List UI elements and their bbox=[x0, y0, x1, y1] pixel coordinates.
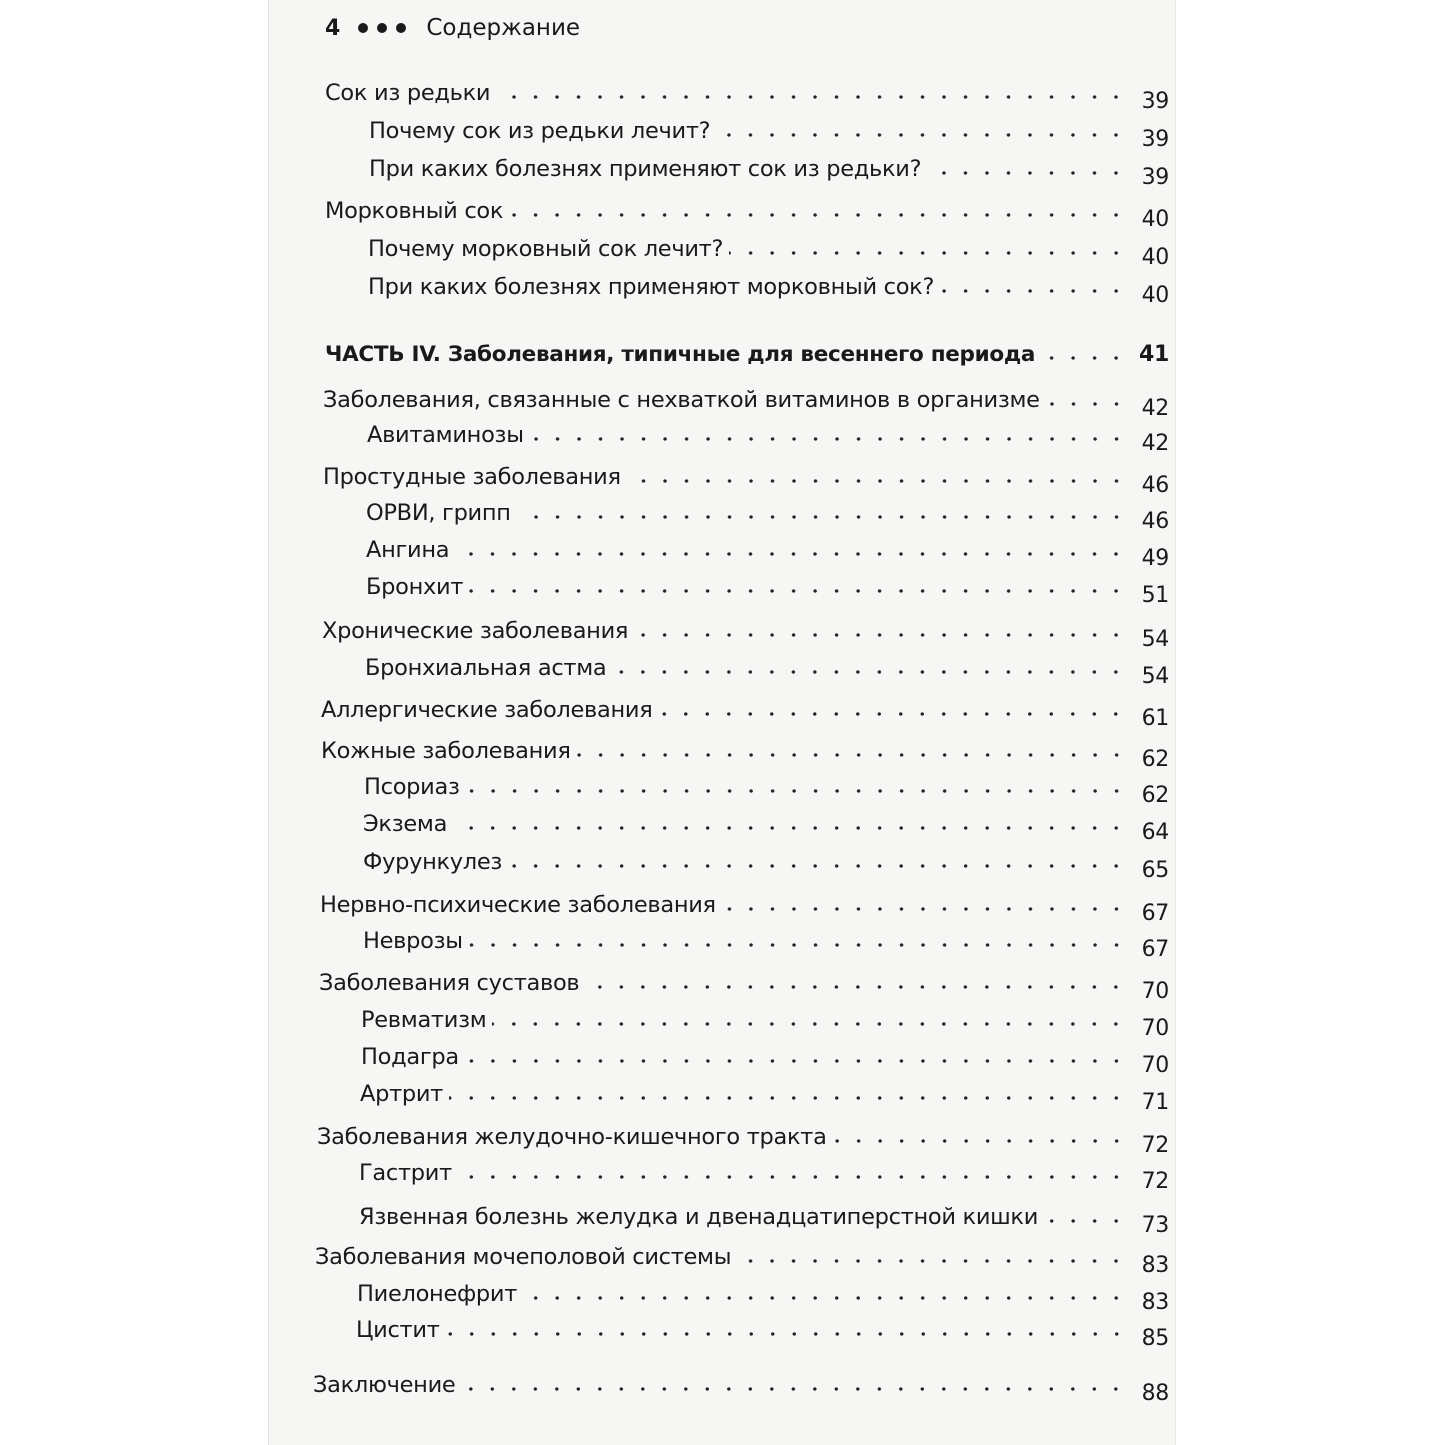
toc-entry-page: 42 bbox=[1141, 431, 1169, 456]
dot-leader bbox=[658, 712, 1127, 716]
dot-leader bbox=[729, 251, 1127, 255]
dot-leader bbox=[453, 826, 1127, 830]
dot-leader bbox=[577, 753, 1127, 757]
dot-leader bbox=[496, 95, 1127, 99]
dot-leader bbox=[469, 589, 1127, 593]
toc-entry-label: Заболевания мочеполовой системы bbox=[315, 1244, 732, 1270]
dot-leader bbox=[1046, 402, 1127, 406]
toc-entry-label: Псориаз bbox=[364, 774, 460, 800]
toc-entry-subsection[interactable] bbox=[361, 999, 1169, 1041]
toc-entry-label: Заболевания, связанные с нехваткой витаминов в организме bbox=[323, 387, 1040, 413]
page-header bbox=[325, 8, 580, 48]
toc-entry-label: Заболевания желудочно-кишечного тракта bbox=[317, 1124, 827, 1150]
toc-entry-label: Почему морковный сок лечит? bbox=[368, 236, 724, 262]
dot-leader bbox=[466, 789, 1127, 793]
dot-leader bbox=[469, 943, 1127, 947]
toc-entry-page: 46 bbox=[1141, 509, 1169, 534]
dot-leader bbox=[458, 1175, 1127, 1179]
dot-leader bbox=[634, 633, 1127, 637]
toc-entry-section[interactable] bbox=[315, 1236, 1169, 1278]
toc-entry-page: 49 bbox=[1141, 546, 1169, 571]
toc-entry-subsection[interactable] bbox=[363, 803, 1169, 845]
toc-entry-page: 65 bbox=[1141, 858, 1169, 883]
toc-entry-section[interactable] bbox=[325, 72, 1169, 114]
toc-entry-page: 70 bbox=[1141, 979, 1169, 1004]
page-number: 4 bbox=[325, 15, 341, 41]
toc-entry-label: Цистит bbox=[356, 1317, 440, 1343]
toc-entry-page: 41 bbox=[1138, 342, 1169, 367]
toc-entry-section[interactable] bbox=[323, 379, 1169, 421]
toc-entry-label: Хронические заболевания bbox=[322, 618, 629, 644]
toc-entry-page: 42 bbox=[1141, 396, 1169, 421]
toc-entry-subsection[interactable] bbox=[365, 647, 1169, 689]
toc-entry-section[interactable] bbox=[313, 1364, 1169, 1406]
toc-entry-subsection[interactable] bbox=[364, 766, 1169, 808]
dot-leader bbox=[940, 289, 1127, 293]
toc-entry-label: Ревматизм bbox=[361, 1007, 487, 1033]
dot-leader bbox=[530, 437, 1127, 441]
dot-leader bbox=[455, 552, 1127, 556]
dot-leader bbox=[449, 1096, 1127, 1100]
toc-entry-label: Нервно-психические заболевания bbox=[320, 892, 716, 918]
toc-entry-label: ОРВИ, грипп bbox=[366, 500, 511, 526]
toc-entry-part[interactable] bbox=[325, 333, 1169, 367]
toc-entry-page: 62 bbox=[1141, 747, 1169, 772]
dot-leader bbox=[627, 479, 1127, 483]
dot-leader bbox=[612, 670, 1127, 674]
toc-entry-label: Морковный сок bbox=[325, 198, 504, 224]
dot-leader bbox=[492, 1022, 1127, 1026]
toc-entry-label: Артрит bbox=[360, 1081, 443, 1107]
toc-entry-subsection[interactable] bbox=[363, 920, 1169, 962]
dot-leader bbox=[461, 1387, 1127, 1391]
toc-entry-section[interactable] bbox=[325, 190, 1169, 232]
dot-leader bbox=[716, 133, 1127, 137]
toc-entry-page: 54 bbox=[1141, 627, 1169, 652]
toc-entry-section[interactable] bbox=[323, 456, 1169, 498]
dot-leader bbox=[523, 1296, 1127, 1300]
toc-entry-section[interactable] bbox=[320, 884, 1169, 926]
running-title: Содержание bbox=[426, 15, 581, 41]
bullet-dot bbox=[377, 23, 387, 33]
toc-entry-page: 64 bbox=[1141, 820, 1169, 845]
toc-entry-page: 67 bbox=[1141, 901, 1169, 926]
toc-entry-section[interactable] bbox=[321, 689, 1169, 731]
toc-entry-page: 85 bbox=[1141, 1326, 1169, 1351]
toc-entry-page: 71 bbox=[1141, 1090, 1169, 1115]
toc-entry-page: 70 bbox=[1141, 1016, 1169, 1041]
toc-entry-label: Простудные заболевания bbox=[323, 464, 621, 490]
toc-entry-subsection[interactable] bbox=[366, 566, 1169, 608]
toc-entry-label: Авитаминозы bbox=[367, 422, 524, 448]
toc-entry-page: 40 bbox=[1141, 245, 1169, 270]
dot-leader bbox=[722, 907, 1127, 911]
bullet-dot bbox=[358, 23, 368, 33]
toc-entry-page: 67 bbox=[1141, 937, 1169, 962]
toc-entry-subsection[interactable] bbox=[369, 110, 1169, 152]
toc-entry-subsection[interactable] bbox=[363, 841, 1169, 883]
toc-entry-label: Неврозы bbox=[363, 928, 463, 954]
toc-entry-section[interactable] bbox=[317, 1116, 1169, 1158]
toc-entry-page: 83 bbox=[1141, 1253, 1169, 1278]
toc-entry-page: 51 bbox=[1141, 583, 1169, 608]
toc-entry-subsection[interactable] bbox=[367, 414, 1169, 456]
toc-entry-page: 39 bbox=[1141, 89, 1169, 114]
dot-leader bbox=[737, 1259, 1127, 1263]
toc-entry-label: Ангина bbox=[366, 537, 450, 563]
toc-entry-page: 46 bbox=[1141, 473, 1169, 498]
toc-entry-page: 83 bbox=[1141, 1290, 1169, 1315]
toc-entry-section[interactable] bbox=[321, 730, 1169, 772]
dot-leader bbox=[508, 864, 1127, 868]
toc-entry-label: При каких болезнях применяют морковный сок? bbox=[368, 274, 935, 300]
toc-entry-label: Сок из редьки bbox=[325, 80, 491, 106]
toc-entry-page: 40 bbox=[1141, 283, 1169, 308]
dot-leader bbox=[585, 985, 1127, 989]
toc-entry-page: 54 bbox=[1141, 664, 1169, 689]
toc-entry-subsection[interactable] bbox=[359, 1196, 1169, 1238]
toc-entry-subsection[interactable] bbox=[359, 1152, 1169, 1194]
toc-entry-label: Кожные заболевания bbox=[321, 738, 571, 764]
dot-leader bbox=[465, 1059, 1127, 1063]
toc-entry-page: 40 bbox=[1141, 207, 1169, 232]
toc-entry-label: Бронхит bbox=[366, 574, 464, 600]
toc-entry-page: 70 bbox=[1141, 1053, 1169, 1078]
dot-leader bbox=[1041, 356, 1127, 360]
toc-entry-label: Подагра bbox=[361, 1044, 459, 1070]
toc-entry-section[interactable] bbox=[319, 962, 1169, 1004]
toc-entry-subsection[interactable] bbox=[357, 1273, 1169, 1315]
dot-leader bbox=[1044, 1219, 1127, 1223]
toc-entry-label: Бронхиальная астма bbox=[365, 655, 607, 681]
bullet-dot bbox=[396, 23, 406, 33]
dot-leader bbox=[927, 171, 1127, 175]
dot-leader bbox=[446, 1332, 1128, 1336]
toc-entry-subsection[interactable] bbox=[368, 228, 1169, 270]
toc-entry-subsection[interactable] bbox=[361, 1036, 1169, 1078]
toc-entry-subsection[interactable] bbox=[366, 492, 1169, 534]
toc-entry-page: 62 bbox=[1141, 783, 1169, 808]
toc-entry-page: 61 bbox=[1141, 706, 1169, 731]
toc-entry-label: Заключение bbox=[313, 1372, 456, 1398]
toc-entry-page: 39 bbox=[1141, 127, 1169, 152]
toc-entry-page: 72 bbox=[1141, 1169, 1169, 1194]
toc-entry-label: При каких болезнях применяют сок из редьки? bbox=[369, 156, 922, 182]
dot-leader bbox=[833, 1139, 1127, 1143]
toc-entry-label: Фурункулез bbox=[363, 849, 503, 875]
toc-entry-label: Гастрит bbox=[359, 1160, 452, 1186]
toc-entry-label: Заболевания суставов bbox=[319, 970, 580, 996]
toc-entry-label: Экзема bbox=[363, 811, 448, 837]
toc-entry-label: ЧАСТЬ IV. Заболевания, типичные для весеннего периода bbox=[325, 342, 1036, 367]
header-ornament bbox=[358, 23, 406, 33]
toc-entry-subsection[interactable] bbox=[369, 148, 1169, 190]
toc-entry-subsection[interactable] bbox=[360, 1073, 1169, 1115]
dot-leader bbox=[509, 213, 1127, 217]
toc-entry-label: Аллергические заболевания bbox=[321, 697, 653, 723]
toc-entry-page: 88 bbox=[1141, 1381, 1169, 1406]
toc-entry-label: Язвенная болезнь желудка и двенадцатиперстной кишки bbox=[359, 1204, 1039, 1230]
toc-entry-subsection[interactable] bbox=[356, 1309, 1169, 1351]
toc-entry-label: Почему сок из редьки лечит? bbox=[369, 118, 711, 144]
toc-entry-page: 72 bbox=[1141, 1133, 1169, 1158]
toc-entry-subsection[interactable] bbox=[366, 529, 1169, 571]
toc-entry-subsection[interactable] bbox=[368, 266, 1169, 308]
dot-leader bbox=[517, 515, 1127, 519]
toc-entry-section[interactable] bbox=[322, 610, 1169, 652]
toc-entry-label: Пиелонефрит bbox=[357, 1281, 518, 1307]
toc-entry-page: 73 bbox=[1141, 1213, 1169, 1238]
toc-entry-page: 39 bbox=[1141, 165, 1169, 190]
